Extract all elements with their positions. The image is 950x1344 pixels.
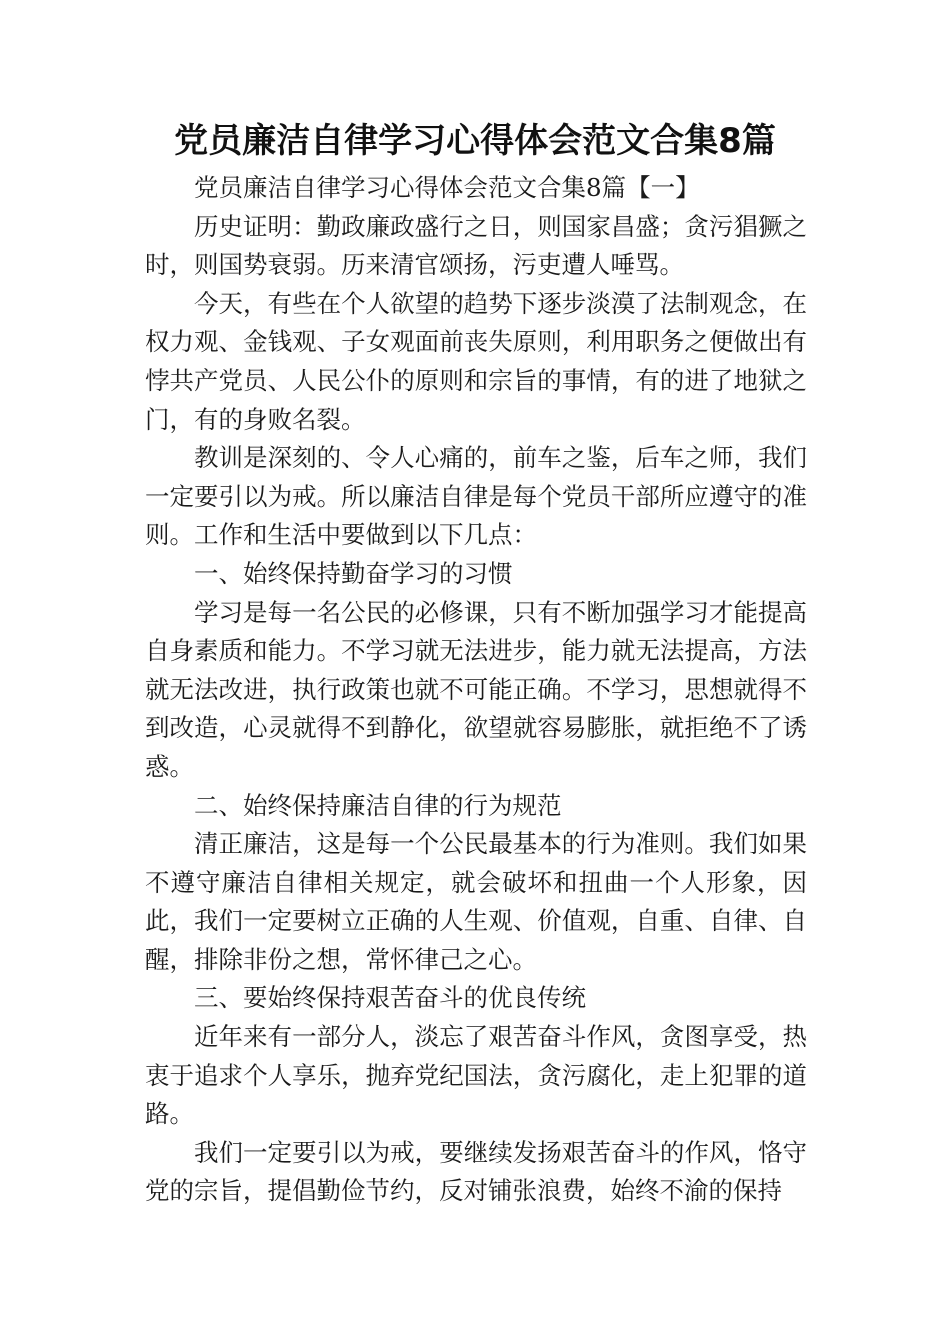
paragraph: 历史证明：勤政廉政盛行之日，则国家昌盛；贪污猖獗之时，则国势衰弱。历来清官颂扬，污吏遭人唾骂。	[145, 211, 807, 280]
document-body	[145, 169, 807, 1211]
paragraph: 我们一定要引以为戒，要继续发扬艰苦奋斗的作风，恪守党的宗旨，提倡勤俭节约，反对铺张浪费，始终不渝的保持	[145, 1137, 807, 1206]
paragraph: 教训是深刻的、令人心痛的，前车之鉴，后车之师，我们一定要引以为戒。所以廉洁自律是每个党员干部所应遵守的准则。工作和生活中要做到以下几点：	[145, 443, 807, 550]
document-title: 党员廉洁自律学习心得体会范文合集8篇	[174, 121, 776, 161]
section-heading: 一、始终保持勤奋学习的习惯	[194, 558, 513, 588]
paragraph: 学习是每一名公民的必修课，只有不断加强学习才能提高自身素质和能力。不学习就无法进步，能力就无法提高，方法就无法改进，执行政策也就不可能正确。不学习，思想就得不到改造，心灵就得不到静化，欲望就容易膨胀，就拒绝不了诱惑。	[145, 597, 807, 781]
paragraph: 清正廉洁，这是每一个公民最基本的行为准则。我们如果不遵守廉洁自律相关规定，就会破坏和扭曲一个人形象，因此，我们一定要树立正确的人生观、价值观，自重、自律、自醒，排除非份之想，常怀律己之心。	[145, 829, 807, 974]
section-subtitle: 党员廉洁自律学习心得体会范文合集8篇【一】	[194, 173, 700, 202]
section-heading: 三、要始终保持艰苦奋斗的优良传统	[194, 983, 586, 1013]
paragraph: 今天，有些在个人欲望的趋势下逐步淡漠了法制观念，在权力观、金钱观、子女观面前丧失原则，利用职务之便做出有悖共产党员、人民公仆的原则和宗旨的事情，有的进了地狱之门，有的身败名裂。	[145, 288, 807, 434]
paragraph: 近年来有一部分人，淡忘了艰苦奋斗作风，贪图享受，热衷于追求个人享乐，抛弃党纪国法，贪污腐化，走上犯罪的道路。	[145, 1022, 807, 1129]
section-heading: 二、始终保持廉洁自律的行为规范	[194, 790, 562, 820]
